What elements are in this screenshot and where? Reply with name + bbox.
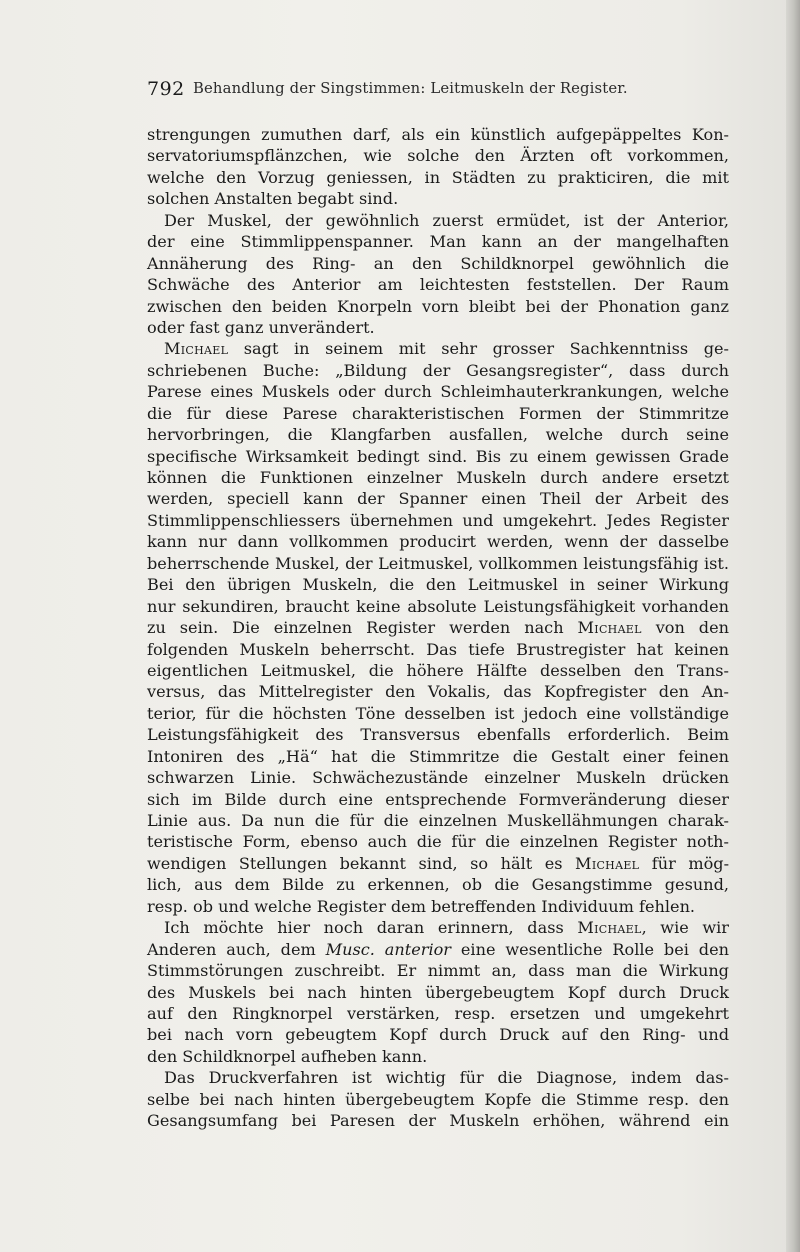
text-line (147, 253, 729, 274)
text-line (147, 746, 729, 767)
text-segment: werden, speciell kann der Spanner einen Theil der Arbeit des (147, 489, 729, 509)
text-line (147, 853, 729, 874)
text-segment: Das Druckverfahren ist wichtig für die Diagnose, indem das- (164, 1068, 729, 1088)
text-line (147, 960, 729, 981)
author-name: Michael (164, 339, 229, 359)
text-line (147, 317, 729, 338)
text-line (147, 553, 729, 574)
text-segment: Stimmlippenschliessers übernehmen und umgekehrt. Jedes Register (147, 510, 729, 530)
text-line (147, 381, 729, 402)
text-line (147, 403, 729, 424)
text-segment: schwarzen Linie. Schwächezustände einzelner Muskeln drücken (147, 768, 729, 788)
text-line (147, 703, 729, 724)
text-segment: Leistungsfähigkeit des Transversus ebenfalls erforderlich. Beim (147, 725, 729, 745)
text-segment: Der Muskel, der gewöhnlich zuerst ermüdet, ist der Anterior, (164, 210, 729, 230)
text-segment: specifische Wirksamkeit bedingt sind. Bis zu einem gewissen Grade (147, 446, 729, 466)
text-segment: des Muskels bei nach hinten übergebeugtem Kopf durch Druck (147, 982, 729, 1002)
text-line (147, 939, 729, 960)
text-segment: beherrschende Muskel, der Leitmuskel, vollkommen leistungsfähig ist. (147, 553, 729, 573)
text-line (147, 531, 729, 552)
text-line (147, 145, 729, 166)
text-segment: zwischen den beiden Knorpeln vorn bleibt bei der Phonation ganz (147, 296, 729, 316)
running-title: Behandlung der Singstimmen: Leitmuskeln der Register. (193, 80, 628, 97)
text-line (147, 681, 729, 702)
text-segment: strengungen zumuthen darf, als ein künstlich aufgepäppeltes Kon- (147, 125, 729, 144)
text-line (147, 1067, 729, 1088)
text-line (147, 446, 729, 467)
text-segment: Stimmstörungen zuschreibt. Er nimmt an, dass man die Wirkung (147, 961, 729, 981)
text-line (147, 596, 729, 617)
text-segment: eine wesentliche Rolle bei den (451, 939, 730, 959)
text-segment: die für diese Parese charakteristischen Formen der Stimmritze (147, 403, 729, 423)
text-segment: versus, das Mittelregister den Vokalis, das Kopfregister den An- (147, 682, 729, 702)
text-line (147, 510, 729, 531)
author-name: Michael (575, 853, 640, 873)
text-segment: wendigen Stellungen bekannt sind, so hält es (147, 853, 576, 873)
text-line (147, 124, 729, 145)
page-number: 792 (147, 78, 185, 100)
author-name: Michael (577, 918, 642, 938)
text-segment: für mög- (639, 853, 730, 873)
text-line (147, 274, 729, 295)
text-segment: Schwäche des Anterior am leichtesten feststellen. Der Raum (147, 275, 729, 295)
text-segment: von den (641, 618, 729, 638)
text-segment: sagt in seinem mit sehr grosser Sachkenntniss ge- (228, 339, 729, 359)
text-line (147, 831, 729, 852)
text-line (147, 231, 729, 252)
text-segment: Ich möchte hier noch daran erinnern, dass (164, 918, 578, 938)
text-segment: der eine Stimmlippenspanner. Man kann an der mangelhaften (147, 232, 729, 252)
text-segment: Anderen auch, dem (147, 939, 326, 959)
text-line (147, 188, 729, 209)
text-line (147, 639, 729, 660)
text-segment: selbe bei nach hinten übergebeugtem Kopfe die Stimme resp. den (147, 1089, 729, 1109)
text-line (147, 917, 729, 938)
text-line (147, 789, 729, 810)
text-line (147, 574, 729, 595)
text-segment: terior, für die höchsten Töne desselben ist jedoch eine vollständige (147, 703, 729, 723)
text-line (147, 338, 729, 359)
text-segment: Annäherung des Ring- an den Schildknorpel gewöhnlich die (147, 253, 729, 273)
text-line (147, 210, 729, 231)
text-segment: kann nur dann vollkommen producirt werden, wenn der dasselbe (147, 532, 729, 552)
text-segment: sich im Bilde durch eine entsprechende Formveränderung dieser (147, 789, 729, 809)
text-line (147, 1024, 729, 1045)
text-line (147, 874, 729, 895)
text-line (147, 1003, 729, 1024)
text-segment: resp. ob und welche Register dem betreffenden Individuum fehlen. (147, 896, 696, 916)
text-segment: teristische Form, ebenso auch die für die einzelnen Register noth- (147, 832, 729, 852)
text-line (147, 617, 729, 638)
text-segment: oder fast ganz unverändert. (147, 317, 375, 337)
text-segment: Parese eines Muskels oder durch Schleimhauterkrankungen, welche (147, 382, 729, 402)
text-segment: , wie wir (641, 918, 729, 938)
text-segment: schriebenen Buche: „Bildung der Gesangsregister“, dass durch (147, 360, 729, 380)
text-segment: servatoriumspflänzchen, wie solche den Ärzten oft vorkommen, (147, 146, 729, 166)
text-line (147, 467, 729, 488)
text-line (147, 724, 729, 745)
text-segment: eigentlichen Leitmuskel, die höhere Hälfte desselben den Trans- (147, 660, 729, 680)
text-segment: Bei den übrigen Muskeln, die den Leitmuskel in seiner Wirkung (147, 575, 729, 595)
text-line (147, 810, 729, 831)
text-segment: Linie aus. Da nun die für die einzelnen Muskellähmungen charak- (147, 811, 729, 830)
text-line (147, 982, 729, 1003)
body-text (147, 124, 729, 1132)
page-edge-shadow (786, 0, 800, 1252)
text-segment: auf den Ringknorpel verstärken, resp. ersetzen und umgekehrt (147, 1003, 729, 1023)
text-segment: welche den Vorzug geniessen, in Städten zu prakticiren, die mit (147, 167, 729, 187)
text-segment: Intoniren des „Hä“ hat die Stimmritze die Gestalt einer feinen (147, 746, 729, 766)
text-line (147, 1089, 729, 1110)
text-line (147, 767, 729, 788)
text-segment: Gesangsumfang bei Paresen der Muskeln erhöhen, während ein (147, 1111, 729, 1131)
text-segment: folgenden Muskeln beherrscht. Das tiefe Brustregister hat keinen (147, 639, 729, 659)
text-segment: solchen Anstalten begabt sind. (147, 189, 399, 209)
text-line (147, 660, 729, 681)
page-header (147, 78, 727, 104)
text-segment: den Schildknorpel aufheben kann. (147, 1046, 428, 1066)
author-name: Michael (577, 618, 642, 638)
text-segment: hervorbringen, die Klangfarben ausfallen, welche durch seine (147, 425, 729, 445)
text-segment: zu sein. Die einzelnen Register werden nach (147, 618, 578, 638)
text-line (147, 1046, 729, 1067)
text-line (147, 424, 729, 445)
text-segment: nur sekundiren, braucht keine absolute Leistungsfähigkeit vorhanden (147, 596, 729, 616)
text-segment: können die Funktionen einzelner Muskeln durch andere ersetzt (147, 468, 729, 487)
text-line (147, 360, 729, 381)
text-segment: lich, aus dem Bilde zu erkennen, ob die Gesangstimme gesund, (147, 875, 729, 895)
italic-term: Musc. anterior (325, 939, 451, 959)
text-line (147, 896, 729, 917)
text-line (147, 167, 729, 188)
text-line (147, 296, 729, 317)
text-segment: bei nach vorn gebeugtem Kopf durch Druck auf den Ring- und (147, 1025, 729, 1045)
text-line (147, 1110, 729, 1131)
text-line (147, 488, 729, 509)
